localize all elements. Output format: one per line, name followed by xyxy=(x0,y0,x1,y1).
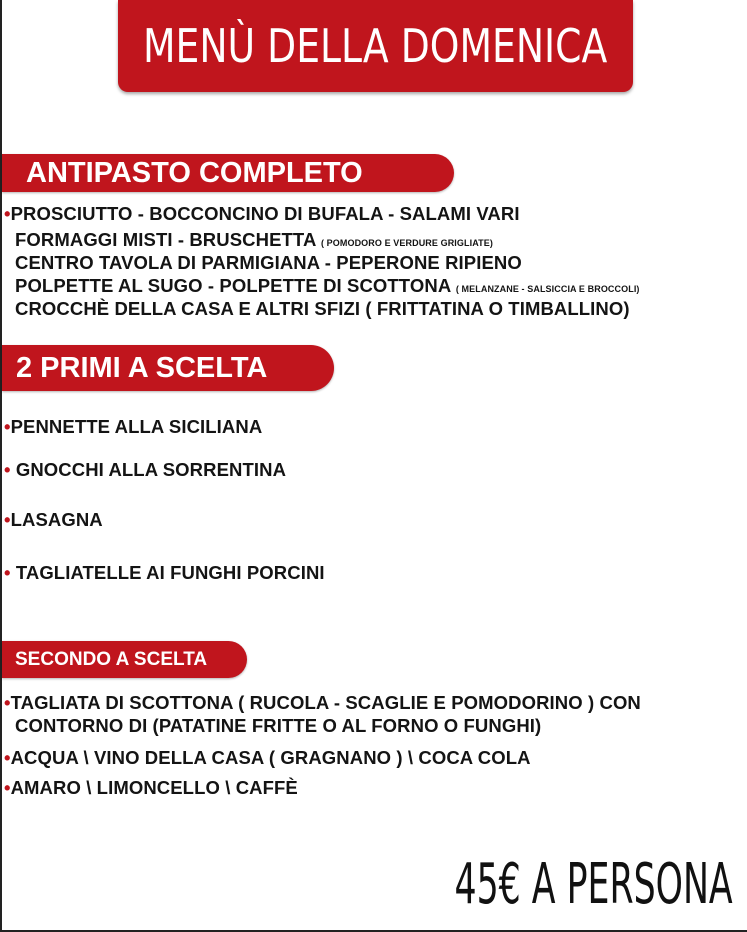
item-text: ACQUA \ VINO DELLA CASA ( GRAGNANO ) \ COCA COLA xyxy=(10,747,531,768)
list-item xyxy=(4,459,286,481)
item-text: AMARO \ LIMONCELLO \ CAFFÈ xyxy=(10,777,298,798)
item-text: LASAGNA xyxy=(10,509,103,530)
list-item xyxy=(15,298,630,320)
section-header-secondo: SECONDO A SCELTA xyxy=(2,641,247,678)
list-item xyxy=(15,252,522,274)
bullet-icon: • xyxy=(4,459,11,480)
section-header-antipasto: ANTIPASTO COMPLETO xyxy=(2,154,454,192)
bullet-icon: • xyxy=(4,562,11,583)
menu-title: MENÙ DELLA DOMENICA xyxy=(143,19,608,73)
list-item xyxy=(4,692,641,714)
bullet-icon: • xyxy=(4,777,11,798)
item-text: CONTORNO DI (PATATINE FRITTE O AL FORNO O FUNGHI) xyxy=(15,715,542,736)
item-text: CENTRO TAVOLA DI PARMIGIANA - PEPERONE RIPIENO xyxy=(15,252,522,273)
item-note: ( MELANZANE - SALSICCIA E BROCCOLI) xyxy=(455,284,640,294)
item-text: FORMAGGI MISTI - BRUSCHETTA xyxy=(15,229,316,250)
list-item xyxy=(4,509,103,531)
bullet-icon: • xyxy=(4,692,11,713)
list-item xyxy=(15,715,541,737)
bullet-icon: • xyxy=(4,747,11,768)
title-banner xyxy=(118,0,633,92)
list-item xyxy=(4,562,325,584)
list-item xyxy=(4,747,531,769)
list-item xyxy=(4,777,298,799)
bullet-icon: • xyxy=(4,203,11,224)
item-text: POLPETTE AL SUGO - POLPETTE DI SCOTTONA xyxy=(15,275,451,296)
item-text: PROSCIUTTO - BOCCONCINO DI BUFALA - SALAMI VARI xyxy=(10,203,520,224)
list-item xyxy=(4,203,520,225)
item-text: GNOCCHI ALLA SORRENTINA xyxy=(15,459,287,480)
price-label: 45€ A PERSONA xyxy=(454,852,733,917)
bullet-icon: • xyxy=(4,416,11,437)
item-text: TAGLIATELLE AI FUNGHI PORCINI xyxy=(15,562,325,583)
item-note: ( POMODORO E VERDURE GRIGLIATE) xyxy=(320,238,493,248)
item-text: PENNETTE ALLA SICILIANA xyxy=(10,416,263,437)
list-item xyxy=(4,416,262,438)
item-text: TAGLIATA DI SCOTTONA ( RUCOLA - SCAGLIE E POMODORINO ) CON xyxy=(10,692,641,713)
list-item xyxy=(15,229,493,251)
bullet-icon: • xyxy=(4,509,11,530)
section-header-primi: 2 PRIMI A SCELTA xyxy=(2,345,334,391)
item-text: CROCCHÈ DELLA CASA E ALTRI SFIZI ( FRITTATINA O TIMBALLINO) xyxy=(15,298,630,319)
list-item xyxy=(15,275,640,297)
